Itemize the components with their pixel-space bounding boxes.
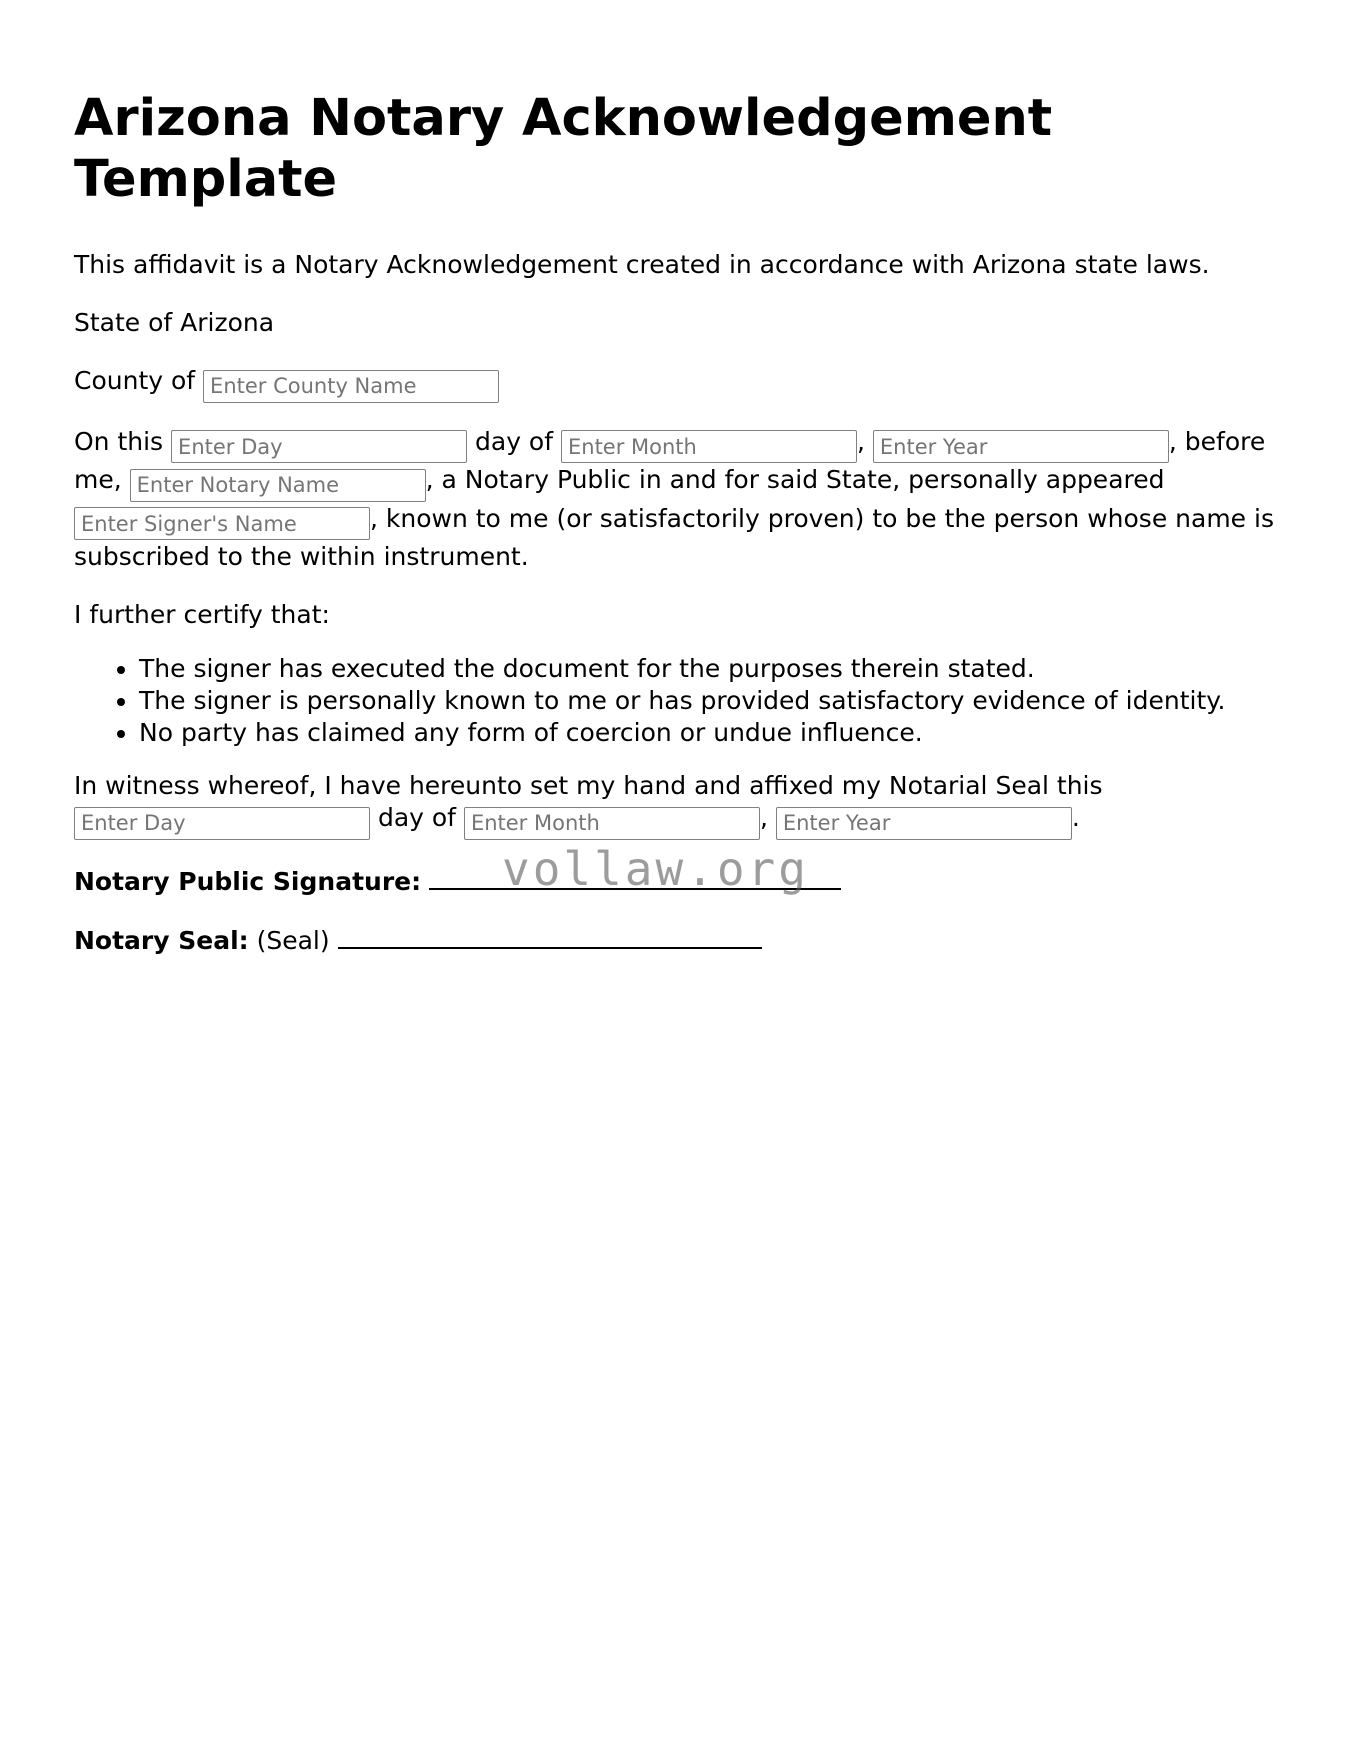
month-input[interactable]: [561, 430, 857, 463]
year-input[interactable]: [873, 430, 1169, 463]
document-page: [74, 88, 1274, 958]
watermark: vollaw.org: [502, 842, 809, 896]
witness-day-input[interactable]: [74, 807, 370, 840]
state-line: State of Arizona: [74, 308, 275, 337]
certification-list: [74, 654, 1274, 748]
document-title: Arizona Notary Acknowledgement Template: [74, 89, 1053, 209]
notary-name-input[interactable]: [130, 469, 426, 502]
list-item: • The signer is personally known to me or has provided satisfactory evidence of identity.: [139, 686, 1274, 716]
witness-text: In witness whereof, I have hereunto set my hand and affixed my Notarial Seal this: [74, 771, 1103, 800]
certify-intro: I further certify that:: [74, 600, 330, 629]
signature-blank[interactable]: [429, 864, 841, 890]
intro-paragraph: This affidavit is a Notary Acknowledgement created in accordance with Arizona state laws.: [74, 250, 1210, 279]
witness-paragraph: [74, 770, 1274, 840]
comma-text: ,: [856, 426, 865, 456]
day-of-text: day of: [377, 803, 456, 832]
period-text: .: [1071, 803, 1080, 832]
signature-line: [74, 864, 1274, 899]
comma-text: ,: [1168, 426, 1177, 456]
seal-line: [74, 923, 1274, 958]
witness-month-input[interactable]: [464, 807, 760, 840]
list-item: • No party has claimed any form of coercion or undue influence.: [139, 718, 1274, 748]
county-line: [74, 364, 1274, 403]
list-item: • The signer has executed the document for the purposes therein stated.: [139, 654, 1274, 684]
witness-year-input[interactable]: [776, 807, 1072, 840]
day-of-text: day of: [475, 426, 554, 456]
day-input[interactable]: [171, 430, 467, 463]
notary-public-text: , a Notary Public in and for said State, personally: [425, 465, 1038, 494]
before-me-text: before me,: [74, 426, 1266, 494]
signer-name-input[interactable]: [74, 507, 370, 540]
on-this-text: On this: [74, 426, 164, 456]
county-label: County of: [74, 366, 196, 395]
signature-label: Notary Public Signature:: [74, 866, 422, 896]
appeared-text: appeared: [1045, 465, 1165, 494]
known-to-me-text: , known to me (or satisfactorily proven) to be the person whose name is subscribed to the within instrument.: [74, 503, 1274, 571]
acknowledgement-paragraph: [74, 425, 1274, 575]
comma-text: ,: [759, 803, 768, 832]
county-name-input[interactable]: [203, 370, 499, 403]
seal-text: (Seal): [256, 925, 330, 955]
seal-blank[interactable]: [338, 923, 762, 949]
seal-label: Notary Seal:: [74, 925, 249, 955]
